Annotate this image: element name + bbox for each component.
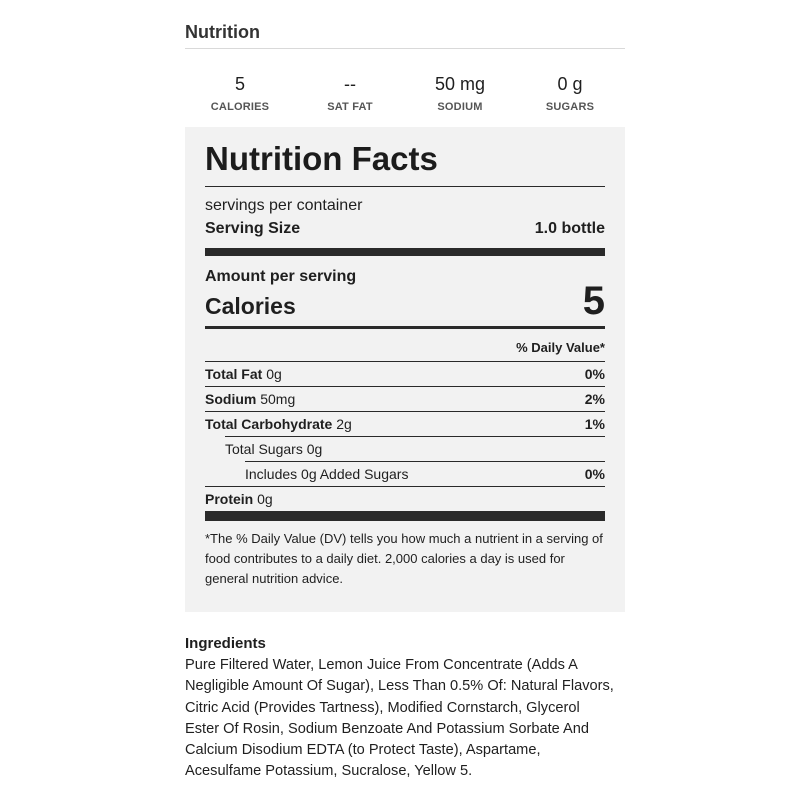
serving-size-label: Serving Size: [205, 220, 301, 237]
nutrient-daily-value: 0%: [584, 366, 605, 382]
daily-value-footnote: *The % Daily Value (DV) tells you how much a nutrient in a serving of food contributes to a daily diet. 2,000 calories a day is used for general nutrition advice.: [205, 531, 603, 586]
summary-sodium-label: SODIUM: [437, 101, 483, 113]
nutrient-name: Includes 0g Added Sugars: [245, 466, 409, 482]
daily-value-header: % Daily Value*: [516, 340, 605, 355]
summary-sat-fat-label: SAT FAT: [327, 101, 373, 113]
summary-sodium: [405, 72, 515, 122]
nutrient-daily-value: 1%: [584, 416, 605, 432]
nutrient-amount: 0g: [266, 366, 282, 382]
nutrient-row-total-fat: [205, 362, 605, 386]
nutrient-name: Total Fat: [205, 366, 263, 382]
nutrient-name: Sodium: [205, 391, 257, 407]
nutrition-facts-panel: [185, 127, 625, 612]
nutrient-row-total-sugars: [205, 437, 605, 461]
summary-sugars-label: SUGARS: [545, 101, 595, 113]
nutrient-row-added-sugars: [205, 462, 605, 486]
nutrient-amount: 0g: [306, 441, 323, 457]
nutrient-name: Total Carbohydrate: [205, 416, 333, 432]
serving-size-value: 1.0 bottle: [534, 220, 605, 237]
summary-calories: [185, 72, 295, 122]
nutrient-amount: 50mg: [260, 391, 296, 407]
calories-row: [205, 281, 605, 325]
medium-divider: [205, 326, 605, 329]
nutrient-name: Total Sugars: [225, 441, 303, 457]
nutrient-row-sodium: [205, 387, 605, 411]
thick-divider: [205, 511, 605, 521]
summary-sugars-value: 0 g: [557, 74, 583, 94]
thick-divider: [205, 248, 605, 256]
serving-size-row: [205, 219, 605, 239]
summary-sat-fat: [295, 72, 405, 122]
calories-label: Calories: [205, 293, 296, 319]
nutrient-row-protein: [205, 487, 605, 511]
ingredients-title: Ingredients: [185, 635, 266, 652]
nutrition-facts-title: Nutrition Facts: [205, 140, 438, 177]
summary-sugars: [515, 72, 625, 122]
ingredients-text: Pure Filtered Water, Lemon Juice From Concentrate (Adds A Negligible Amount Of Sugar), Less Than 0.5% Of: Natural Flavors, Citric Acid (Provides Tartness), Modified Cornstarch, Glycerol Ester Of Rosin, Sodium Benzoate And Potassium Sorbate And Calcium Disodium EDTA (to Protect Taste), Aspartame, Acesulfame Potassium, Sucralose, Yellow 5.: [185, 657, 614, 780]
nutrient-name: Protein: [205, 491, 254, 507]
summary-calories-value: 5: [234, 74, 245, 94]
nutrient-amount: 0g: [257, 491, 273, 507]
section-title: Nutrition: [185, 20, 625, 49]
summary-calories-label: CALORIES: [210, 101, 270, 113]
nutrient-amount: 2g: [336, 416, 352, 432]
nutrient-row-total-carbohydrate: [205, 412, 605, 436]
amount-per-serving: Amount per serving: [205, 268, 357, 285]
summary-sat-fat-value: --: [344, 74, 356, 94]
calories-value: 5: [582, 279, 605, 323]
servings-per-container: servings per container: [205, 197, 363, 214]
summary-sodium-value: 50 mg: [434, 74, 486, 94]
divider: [205, 186, 605, 187]
nutrient-daily-value: 0%: [584, 466, 605, 482]
nutrition-summary: [185, 72, 625, 122]
nutrient-daily-value: 2%: [584, 391, 605, 407]
